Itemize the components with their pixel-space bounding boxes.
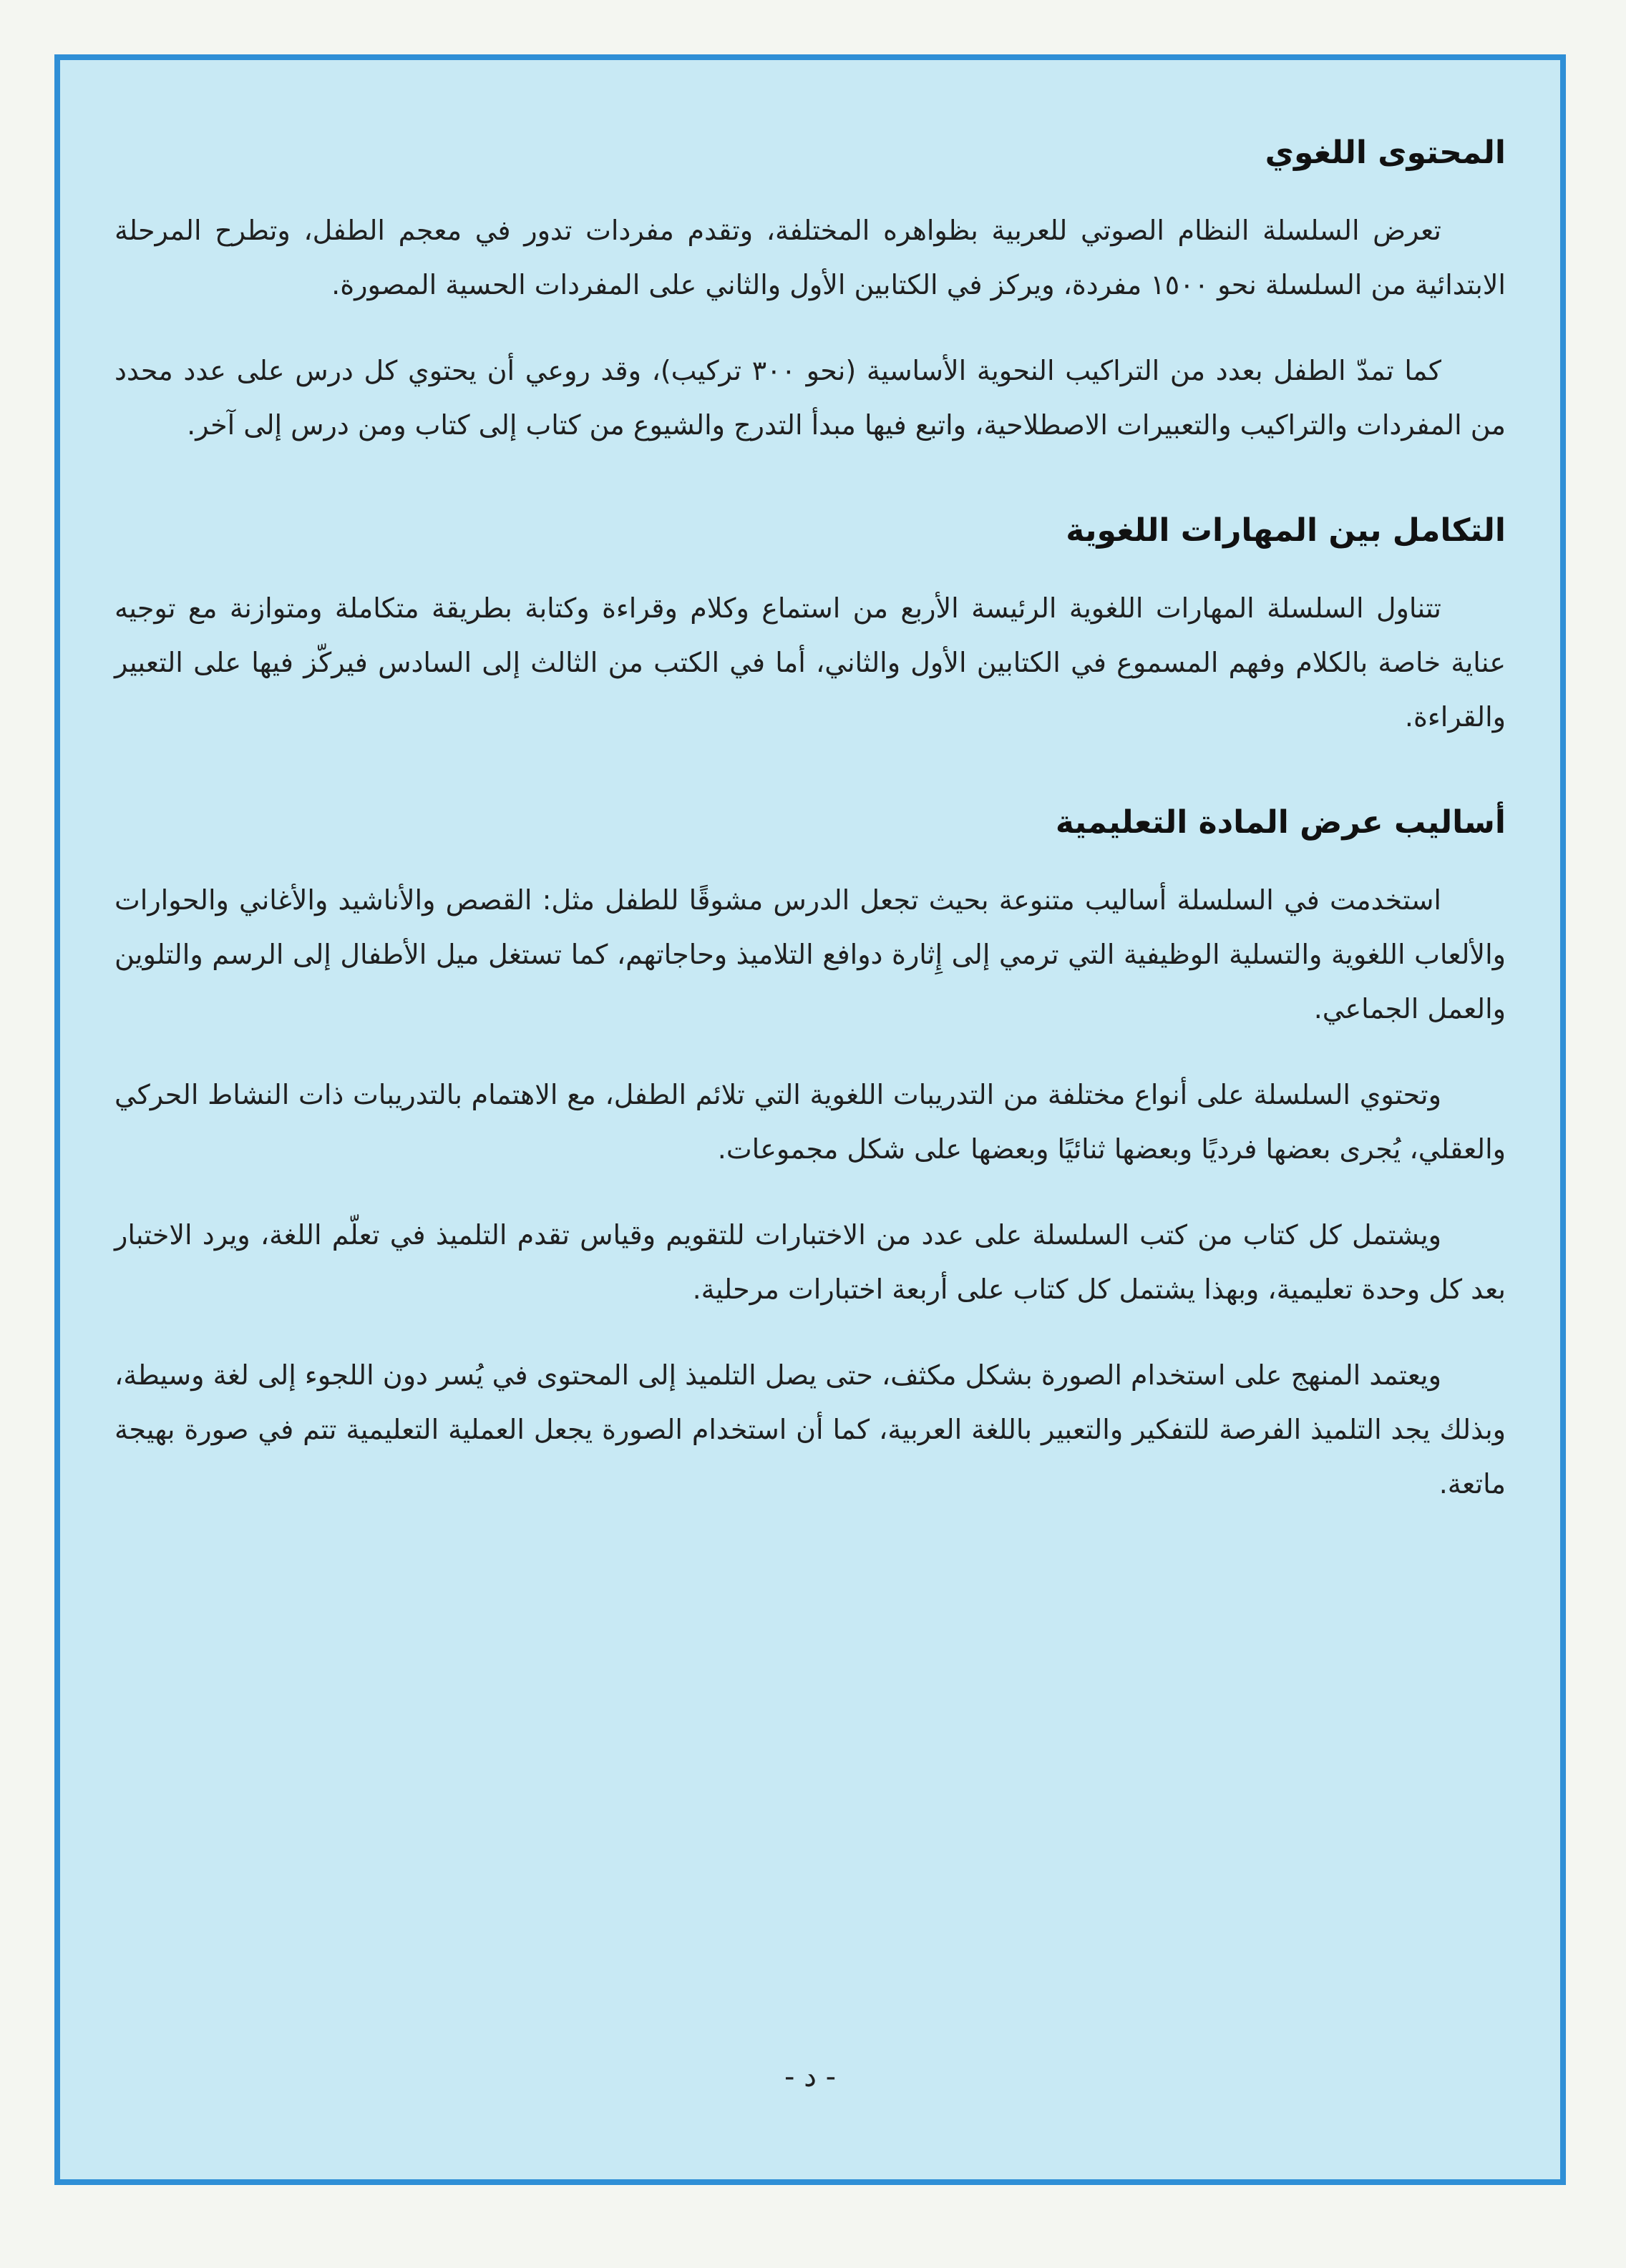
paragraph: استخدمت في السلسلة أساليب متنوعة بحيث تجعل الدرس مشوقًا للطفل مثل: القصص والأناشيد والأغاني والحوارات والألعاب اللغوية والتسلية الوظيفية التي ترمي إلى إِثارة دوافع التلاميذ وحاجاتهم، كما تستغل ميل الأطفال إلى الرسم والتلوين والعمل الجماعي. — [115, 884, 1506, 1025]
section-linguistic-content — [115, 132, 1506, 452]
page-content — [115, 132, 1506, 1568]
paragraph: تتناول السلسلة المهارات اللغوية الرئيسة الأربع من استماع وكلام وقراءة وكتابة بطريقة متكاملة ومتوازنة مع توجيه عناية خاصة بالكلام وفهم المسموع في الكتابين الأول والثاني، أما في الكتب من الثالث إلى السادس فيركّز فيها على التعبير والقراءة. — [115, 592, 1506, 733]
section-heading: التكامل بين المهارات اللغوية — [1066, 512, 1506, 549]
paragraph: كما تمدّ الطفل بعدد من التراكيب النحوية الأساسية (نحو ٣٠٠ تركيب)، وقد روعي أن يحتوي كل درس على عدد محدد من المفردات والتراكيب والتعبيرات الاصطلاحية، واتبع فيها مبدأ التدرج والشيوع من كتاب إلى كتاب ومن درس إلى آخر. — [115, 355, 1506, 441]
paragraph: ويعتمد المنهج على استخدام الصورة بشكل مكثف، حتى يصل التلميذ إلى المحتوى في يُسر دون اللجوء إلى لغة وسيطة، وبذلك يجد التلميذ الفرصة للتفكير والتعبير باللغة العربية، كما أن استخدام الصورة يجعل العملية التعليمية تتم في صورة بهيجة ماتعة. — [115, 1359, 1506, 1500]
paragraph: ويشتمل كل كتاب من كتب السلسلة على عدد من الاختبارات للتقويم وقياس تقدم التلميذ في تعلّم اللغة، ويرد الاختبار بعد كل وحدة تعليمية، وبهذا يشتمل كل كتاب على أربعة اختبارات مرحلية. — [115, 1219, 1506, 1305]
section-skills-integration — [115, 509, 1506, 744]
paragraph: تعرض السلسلة النظام الصوتي للعربية بظواهره المختلفة، وتقدم مفردات تدور في معجم الطفل، وتطرح المرحلة الابتدائية من السلسلة نحو ١٥٠٠ مفردة، ويركز في الكتابين الأول والثاني على المفردات الحسية المصورة. — [115, 215, 1506, 300]
section-heading: أساليب عرض المادة التعليمية — [1055, 804, 1506, 841]
section-heading: المحتوى اللغوي — [1265, 135, 1506, 171]
paragraph: وتحتوي السلسلة على أنواع مختلفة من التدريبات اللغوية التي تلائم الطفل، مع الاهتمام بالتدريبات ذات النشاط الحركي والعقلي، يُجرى بعضها فرديًا وبعضها ثنائيًا وبعضها على شكل مجموعات. — [115, 1079, 1506, 1165]
page-number: - د - — [784, 2061, 837, 2093]
section-presentation-methods — [115, 801, 1506, 1511]
page-frame — [54, 54, 1566, 2185]
